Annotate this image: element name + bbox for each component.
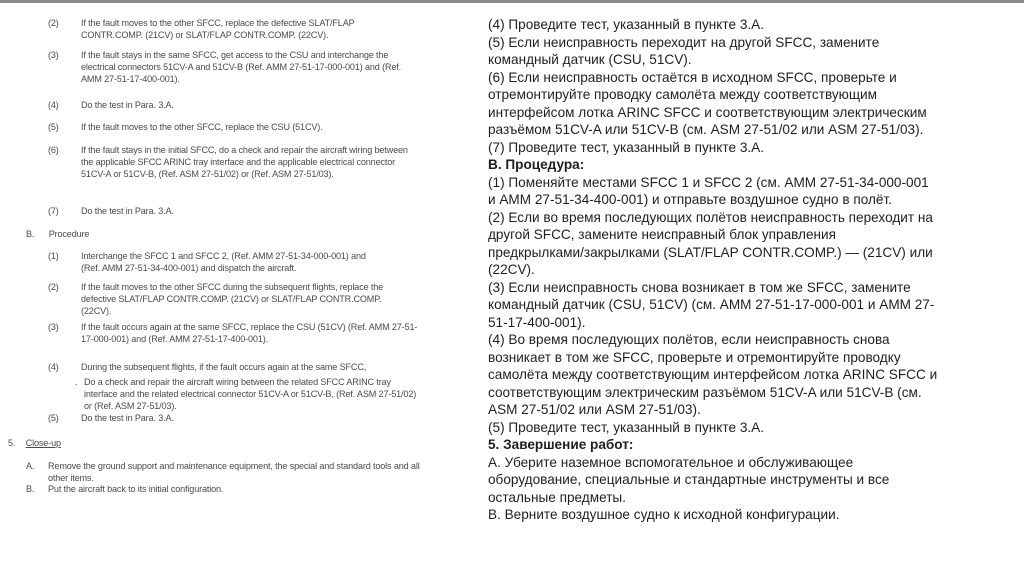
list-item bbox=[48, 18, 418, 42]
text-line: интерфейсом лотка ARINC SFCC и соответствующим электрическим bbox=[488, 104, 927, 120]
text-line: другой SFCC, замените неисправный блок управления bbox=[488, 227, 836, 242]
text-line: возникает в том же SFCC, проверьте и отремонтируйте проводку bbox=[488, 349, 901, 365]
list-item bbox=[26, 461, 426, 485]
text-line: 51-17-400-001). bbox=[488, 314, 586, 330]
text-line: (4) Во время последующих полётов, если неисправность снова bbox=[488, 332, 890, 347]
text-line: разъёмом 51CV-A или 51CV-B (см. ASM 27-51/02 или ASM 27-51/03). bbox=[488, 122, 924, 137]
item-number: (6) bbox=[48, 145, 59, 155]
text-line: остальные предметы. bbox=[488, 489, 626, 505]
sub-item-text: Do a check and repair the aircraft wiring between the related SFCC ARINC tray interface and the related electrical connector 51CV-A or 51CV-B, (Ref. ASM 27-51/02) or (Ref. ASM 27-51/03). bbox=[84, 377, 417, 411]
item-text: Do the test in Para. 3.A. bbox=[81, 413, 174, 423]
text-line: отремонтируйте проводку самолёта между соответствующим bbox=[488, 87, 877, 102]
item-text: If the fault stays in the initial SFCC, do a check and repair the aircraft wiring between the applicable SFCC ARINC tray interface and the applicable electrical connector 51CV-A or 51CV-B, (Ref. ASM 27-51/02) or (Ref. ASM 27-51/03). bbox=[81, 145, 408, 179]
item-number: (4) bbox=[48, 362, 59, 372]
text-line: (3) Если неисправность снова возникает в том же SFCC, замените bbox=[488, 279, 911, 295]
sub-item-mark: . bbox=[75, 377, 78, 387]
item-text: If the fault moves to the other SFCC, replace the defective SLAT/FLAP CONTR.COMP. (21CV) or SLAT/FLAP CONTR.COMP. (22CV). bbox=[81, 18, 355, 40]
item-text: Do the test in Para. 3.A. bbox=[81, 100, 174, 110]
sub-item bbox=[68, 377, 418, 412]
text-line: и AMM 27-51-34-400-001) и отправьте воздушное судно в полёт. bbox=[488, 192, 892, 207]
item-text: If the fault moves to the other SFCC, replace the CSU (51CV). bbox=[81, 122, 323, 132]
top-divider bbox=[0, 0, 1024, 3]
list-item bbox=[48, 362, 418, 374]
russian-translation bbox=[488, 16, 988, 524]
section-heading bbox=[8, 438, 208, 450]
list-item bbox=[48, 100, 413, 112]
item-text: Do the test in Para. 3.A. bbox=[81, 206, 174, 216]
text-line: (1) Поменяйте местами SFCC 1 и SFCC 2 (см. AMM 27-51-34-000-001 bbox=[488, 174, 929, 190]
english-manual-scan bbox=[8, 18, 438, 538]
item-number: (4) bbox=[48, 100, 59, 110]
list-item bbox=[26, 484, 426, 496]
list-item bbox=[48, 50, 413, 85]
item-text: Interchange the SFCC 1 and SFCC 2, (Ref. AMM 27-51-34-000-001) and (Ref. AMM 27-51-34-400-001) and dispatch the aircraft. bbox=[81, 251, 366, 273]
item-text: During the subsequent flights, if the fault occurs again at the same SFCC, bbox=[81, 362, 367, 372]
list-item bbox=[48, 251, 378, 275]
text-line: В. Верните воздушное судно к исходной конфигурации. bbox=[488, 507, 840, 522]
section-title: Close-up bbox=[25, 438, 61, 448]
text-line: (6) Если неисправность остаётся в исходном SFCC, проверьте и bbox=[488, 69, 897, 85]
item-text: If the fault occurs again at the same SFCC, replace the CSU (51CV) (Ref. AMM 27-51-17-000-001) and (Ref. AMM 27-51-17-400-001). bbox=[81, 322, 418, 344]
text-line: ASM 27-51/02 или ASM 27-51/03). bbox=[488, 402, 701, 417]
text-line: А. Уберите наземное вспомогательное и обслуживающее bbox=[488, 454, 854, 470]
text-line: командный датчик (CSU, 51CV) (см. AMM 27-51-17-000-001 и AMM 27- bbox=[488, 297, 935, 312]
item-number: (5) bbox=[48, 122, 59, 132]
text-line: (4) Проведите тест, указанный в пункте 3.А. bbox=[488, 17, 765, 32]
text-line: (5) Если неисправность переходит на другой SFCC, замените bbox=[488, 34, 880, 50]
item-letter: A. bbox=[26, 461, 35, 471]
item-text: Put the aircraft back to its initial configuration. bbox=[48, 484, 224, 494]
text-line: самолёта между соответствующим интерфейсом лотка ARINC SFCC и bbox=[488, 367, 938, 382]
item-text: Remove the ground support and maintenance equipment, the special and standard tools and all other items. bbox=[48, 461, 420, 483]
list-item bbox=[48, 413, 413, 425]
text-line: (22CV). bbox=[488, 262, 535, 277]
list-item bbox=[48, 322, 418, 346]
text-line: (7) Проведите тест, указанный в пункте 3.А. bbox=[488, 139, 765, 155]
item-number: (7) bbox=[48, 206, 59, 216]
text-line: предкрылками/закрылками (SLAT/FLAP CONTR.COMP.) — (21CV) или bbox=[488, 244, 933, 260]
item-number: (2) bbox=[48, 18, 59, 28]
section-heading: В. Процедура: bbox=[488, 157, 585, 172]
item-letter: B. bbox=[26, 484, 35, 494]
item-number: (2) bbox=[48, 282, 59, 292]
item-number: (1) bbox=[48, 251, 59, 261]
section-heading: 5. Завершение работ: bbox=[488, 437, 634, 452]
item-number: (3) bbox=[48, 50, 59, 60]
list-item bbox=[48, 145, 413, 180]
list-item bbox=[48, 122, 413, 134]
item-text: If the fault moves to the other SFCC during the subsequent flights, replace the defective SLAT/FLAP CONTR.COMP. (21CV) or SLAT/FLAP CONTR.COMP. (22CV). bbox=[81, 282, 384, 316]
section-title: Procedure bbox=[48, 229, 90, 239]
list-item bbox=[48, 282, 408, 317]
list-item bbox=[48, 206, 413, 218]
item-number: (3) bbox=[48, 322, 59, 332]
text-line: командный датчик (CSU, 51CV). bbox=[488, 52, 692, 67]
section-number: 5. bbox=[8, 438, 16, 448]
text-line: оборудование, специальные и стандартные инструменты и все bbox=[488, 472, 890, 487]
text-line: (5) Проведите тест, указанный в пункте 3.А. bbox=[488, 419, 765, 435]
item-number: (5) bbox=[48, 413, 59, 423]
text-line: соответствующим электрическим разъёмом 51CV-A или 51CV-B (см. bbox=[488, 384, 922, 400]
text-line: (2) Если во время последующих полётов неисправность переходит на bbox=[488, 209, 933, 225]
item-text: If the fault stays in the same SFCC, get access to the CSU and interchange the electrical connectors 51CV-A and 51CV-B (Ref. AMM 27-51-17-000-001) and (Ref. AMM 27-51-17-400-001). bbox=[81, 50, 402, 84]
section-letter: B. bbox=[26, 229, 35, 239]
section-heading bbox=[26, 229, 226, 241]
